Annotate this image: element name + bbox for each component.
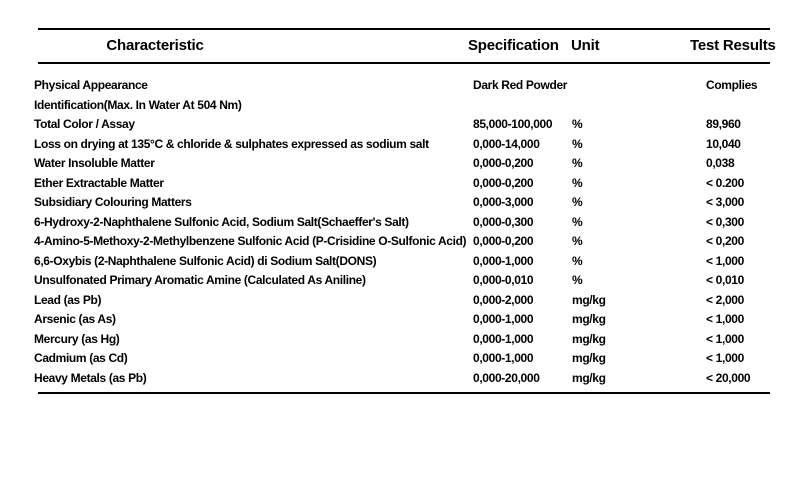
- characteristic-cell: 4-Amino-5-Methoxy-2-Methylbenzene Sulfonic Acid (P-Crisidine O-Sulfonic Acid): [34, 234, 467, 248]
- unit-cell: %: [572, 234, 583, 248]
- test-result-cell: < 20,000: [706, 370, 751, 385]
- specification-cell: 85,000-100,000: [473, 117, 553, 131]
- unit-cell: %: [572, 136, 583, 151]
- table-row: [0, 76, 800, 96]
- unit-cell: mg/kg: [572, 351, 606, 365]
- specification-cell: 0,000-3,000: [473, 195, 534, 209]
- column-header-specification: Specification: [468, 37, 559, 54]
- specification-cell: 0,000-0,010: [473, 273, 534, 287]
- characteristic-cell: Arsenic (as As): [34, 312, 116, 326]
- column-header-characteristic: Characteristic: [106, 37, 204, 54]
- unit-cell: %: [572, 273, 583, 287]
- unit-cell: %: [572, 156, 583, 170]
- specification-cell: 0,000-14,000: [473, 136, 540, 151]
- characteristic-cell: Loss on drying at 135°C & chloride & sulphates expressed as sodium salt: [34, 136, 429, 151]
- characteristic-cell: Water Insoluble Matter: [34, 156, 155, 170]
- test-result-cell: < 0,300: [706, 214, 744, 229]
- specification-cell: 0,000-1,000: [473, 351, 534, 365]
- table-row: [0, 232, 800, 252]
- table-bottom-rule: [38, 392, 770, 394]
- characteristic-cell: Total Color / Assay: [34, 117, 135, 131]
- characteristic-cell: 6,6-Oxybis (2-Naphthalene Sulfonic Acid) di Sodium Salt(DONS): [34, 253, 377, 268]
- test-result-cell: < 2,000: [706, 292, 744, 307]
- table-row: [0, 115, 800, 135]
- test-result-cell: Complies: [706, 78, 758, 92]
- column-header-test-results: Test Results: [690, 37, 776, 54]
- table-row: [0, 349, 800, 369]
- table-row: [0, 310, 800, 330]
- unit-cell: mg/kg: [572, 331, 606, 346]
- characteristic-cell: Identification(Max. In Water At 504 Nm): [34, 97, 242, 112]
- table-row: [0, 154, 800, 174]
- table-row: [0, 213, 800, 233]
- unit-cell: %: [572, 117, 583, 131]
- table-body: [0, 76, 800, 388]
- characteristic-cell: Cadmium (as Cd): [34, 351, 128, 365]
- unit-cell: %: [572, 253, 583, 268]
- test-result-cell: < 1,000: [706, 312, 744, 326]
- table-row: [0, 193, 800, 213]
- table-row: [0, 135, 800, 155]
- specification-cell: 0,000-0,200: [473, 156, 534, 170]
- specification-cell: 0,000-2,000: [473, 292, 534, 307]
- table-row: [0, 291, 800, 311]
- table-header-rule: [38, 62, 770, 64]
- characteristic-cell: Subsidiary Colouring Matters: [34, 195, 192, 209]
- test-result-cell: < 1,000: [706, 331, 744, 346]
- characteristic-cell: Ether Extractable Matter: [34, 175, 164, 190]
- test-result-cell: < 0.200: [706, 175, 744, 190]
- specification-cell: 0,000-0,200: [473, 175, 534, 190]
- characteristic-cell: Mercury (as Hg): [34, 331, 120, 346]
- characteristic-cell: Physical Appearance: [34, 78, 148, 92]
- unit-cell: %: [572, 195, 583, 209]
- test-result-cell: 0,038: [706, 156, 735, 170]
- characteristic-cell: Heavy Metals (as Pb): [34, 370, 147, 385]
- test-result-cell: < 1,000: [706, 351, 744, 365]
- specification-cell: 0,000-0,300: [473, 214, 534, 229]
- table-top-rule: [38, 28, 770, 30]
- specification-cell: 0,000-1,000: [473, 312, 534, 326]
- unit-cell: mg/kg: [572, 312, 606, 326]
- test-result-cell: 10,040: [706, 136, 741, 151]
- table-row: [0, 96, 800, 116]
- unit-cell: %: [572, 175, 583, 190]
- test-result-cell: < 3,000: [706, 195, 744, 209]
- specification-cell: 0,000-1,000: [473, 331, 534, 346]
- table-row: [0, 330, 800, 350]
- unit-cell: mg/kg: [572, 370, 606, 385]
- unit-cell: %: [572, 214, 583, 229]
- table-row: [0, 174, 800, 194]
- table-row: [0, 252, 800, 272]
- characteristic-cell: 6-Hydroxy-2-Naphthalene Sulfonic Acid, Sodium Salt(Schaeffer's Salt): [34, 214, 409, 229]
- test-result-cell: < 0,200: [706, 234, 744, 248]
- specification-cell: 0,000-1,000: [473, 253, 534, 268]
- specification-cell: Dark Red Powder: [473, 78, 568, 92]
- characteristic-cell: Lead (as Pb): [34, 292, 102, 307]
- specification-cell: 0,000-0,200: [473, 234, 534, 248]
- test-result-cell: < 1,000: [706, 253, 744, 268]
- column-header-unit: Unit: [571, 37, 600, 54]
- test-result-cell: < 0,010: [706, 273, 744, 287]
- table-row: [0, 369, 800, 389]
- test-result-cell: 89,960: [706, 117, 741, 131]
- characteristic-cell: Unsulfonated Primary Aromatic Amine (Calculated As Aniline): [34, 273, 366, 287]
- specification-cell: 0,000-20,000: [473, 370, 540, 385]
- unit-cell: mg/kg: [572, 292, 606, 307]
- table-row: [0, 271, 800, 291]
